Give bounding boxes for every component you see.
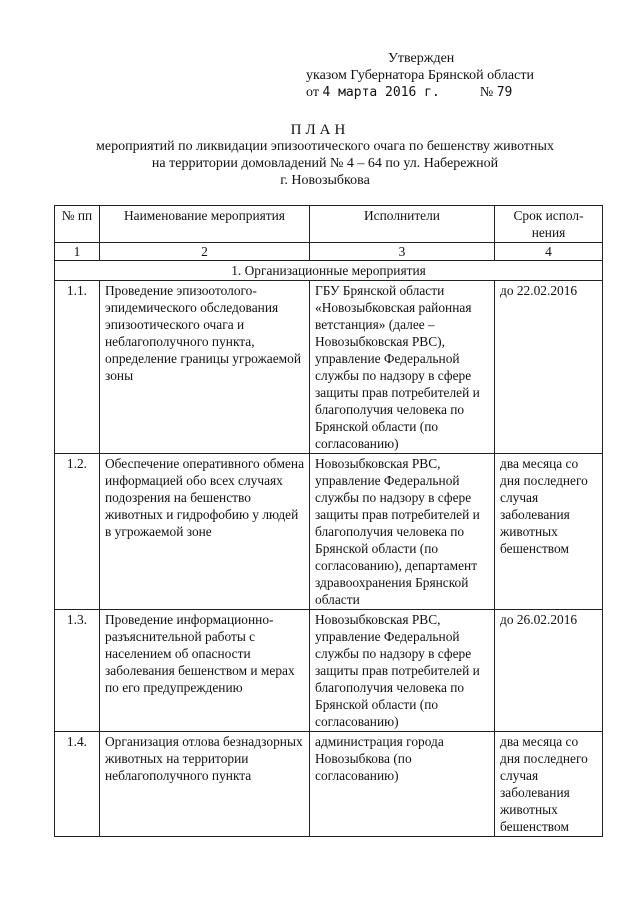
row-name: Проведение эпизоотолого-эпидемического обследования эпизоотического очага и неблагополучного пункта, определение границы угрожаемой зоны [100,281,310,454]
index-row [55,243,603,261]
approval-number: 79 [496,85,513,100]
row-number: 1.4. [55,732,100,837]
approval-prefix: от [306,85,319,100]
header-deadline: Срок испол-нения [495,206,603,243]
row-number: 1.1. [55,281,100,454]
document-title: ПЛАН [290,122,350,138]
header-name: Наименование мероприятия [100,206,310,243]
row-number: 1.3. [55,610,100,732]
approval-decree: указом Губернатора Брянской области [306,68,534,83]
header-executors: Исполнители [310,206,495,243]
index-cell: 3 [310,243,495,261]
approval-date: 4 марта 2016 г. [322,85,440,100]
table-row [55,610,603,732]
subtitle-line-3: г. Новозыбкова [280,173,370,188]
approval-date-line [306,84,606,101]
section-title: 1. Организационные мероприятия [55,261,603,281]
table-row [55,281,603,454]
table-row [55,732,603,837]
row-name: Организация отлова безнадзорных животных на территории неблагополучного пункта [100,732,310,837]
header-no: № пп [55,206,100,243]
plan-table [54,205,603,837]
approval-block [306,50,606,101]
subtitle-line-1: мероприятий по ликвидации эпизоотического очага по бешенству животных [96,139,554,154]
section-row [55,261,603,281]
header-row [55,206,603,243]
index-cell: 1 [55,243,100,261]
subtitle-line-2: на территории домовладений № 4 – 64 по ул. Набережной [151,156,499,171]
index-cell: 2 [100,243,310,261]
row-executors: ГБУ Брянской области «Новозыбковская районная ветстанция» (далее – Новозыбковская РВС), управление Федеральной службы по надзору в сфере защиты прав потребителей и благополучия человека по Брянской области (по согласованию) [310,281,495,454]
row-executors: Новозыбковская РВС, управление Федеральной службы по надзору в сфере защиты прав потребителей и благополучия человека по Брянской области (по согласованию) [310,610,495,732]
document-subtitle [50,138,600,189]
row-executors: администрация города Новозыбкова (по согласованию) [310,732,495,837]
row-deadline: до 26.02.2016 [495,610,603,732]
row-deadline: два месяца со дня последнего случая заболевания животных бешенством [495,732,603,837]
row-name: Обеспечение оперативного обмена информацией обо всех случаях подозрения на бешенство животных и гидрофобию у людей в угрожаемой зоне [100,454,310,610]
row-number: 1.2. [55,454,100,610]
row-executors: Новозыбковская РВС, управление Федеральной службы по надзору в сфере защиты прав потребителей и благополучия человека по Брянской области (по согласованию), департамент здравоохранения Брянской области [310,454,495,610]
row-deadline: до 22.02.2016 [495,281,603,454]
approval-status: Утвержден [388,51,455,66]
approval-number-label: № [479,85,494,100]
index-cell: 4 [495,243,603,261]
row-deadline: два месяца со дня последнего случая заболевания животных бешенством [495,454,603,610]
table-row [55,454,603,610]
row-name: Проведение информационно-разъяснительной работы с населением об опасности заболевания бешенством и мерах по его предупреждению [100,610,310,732]
